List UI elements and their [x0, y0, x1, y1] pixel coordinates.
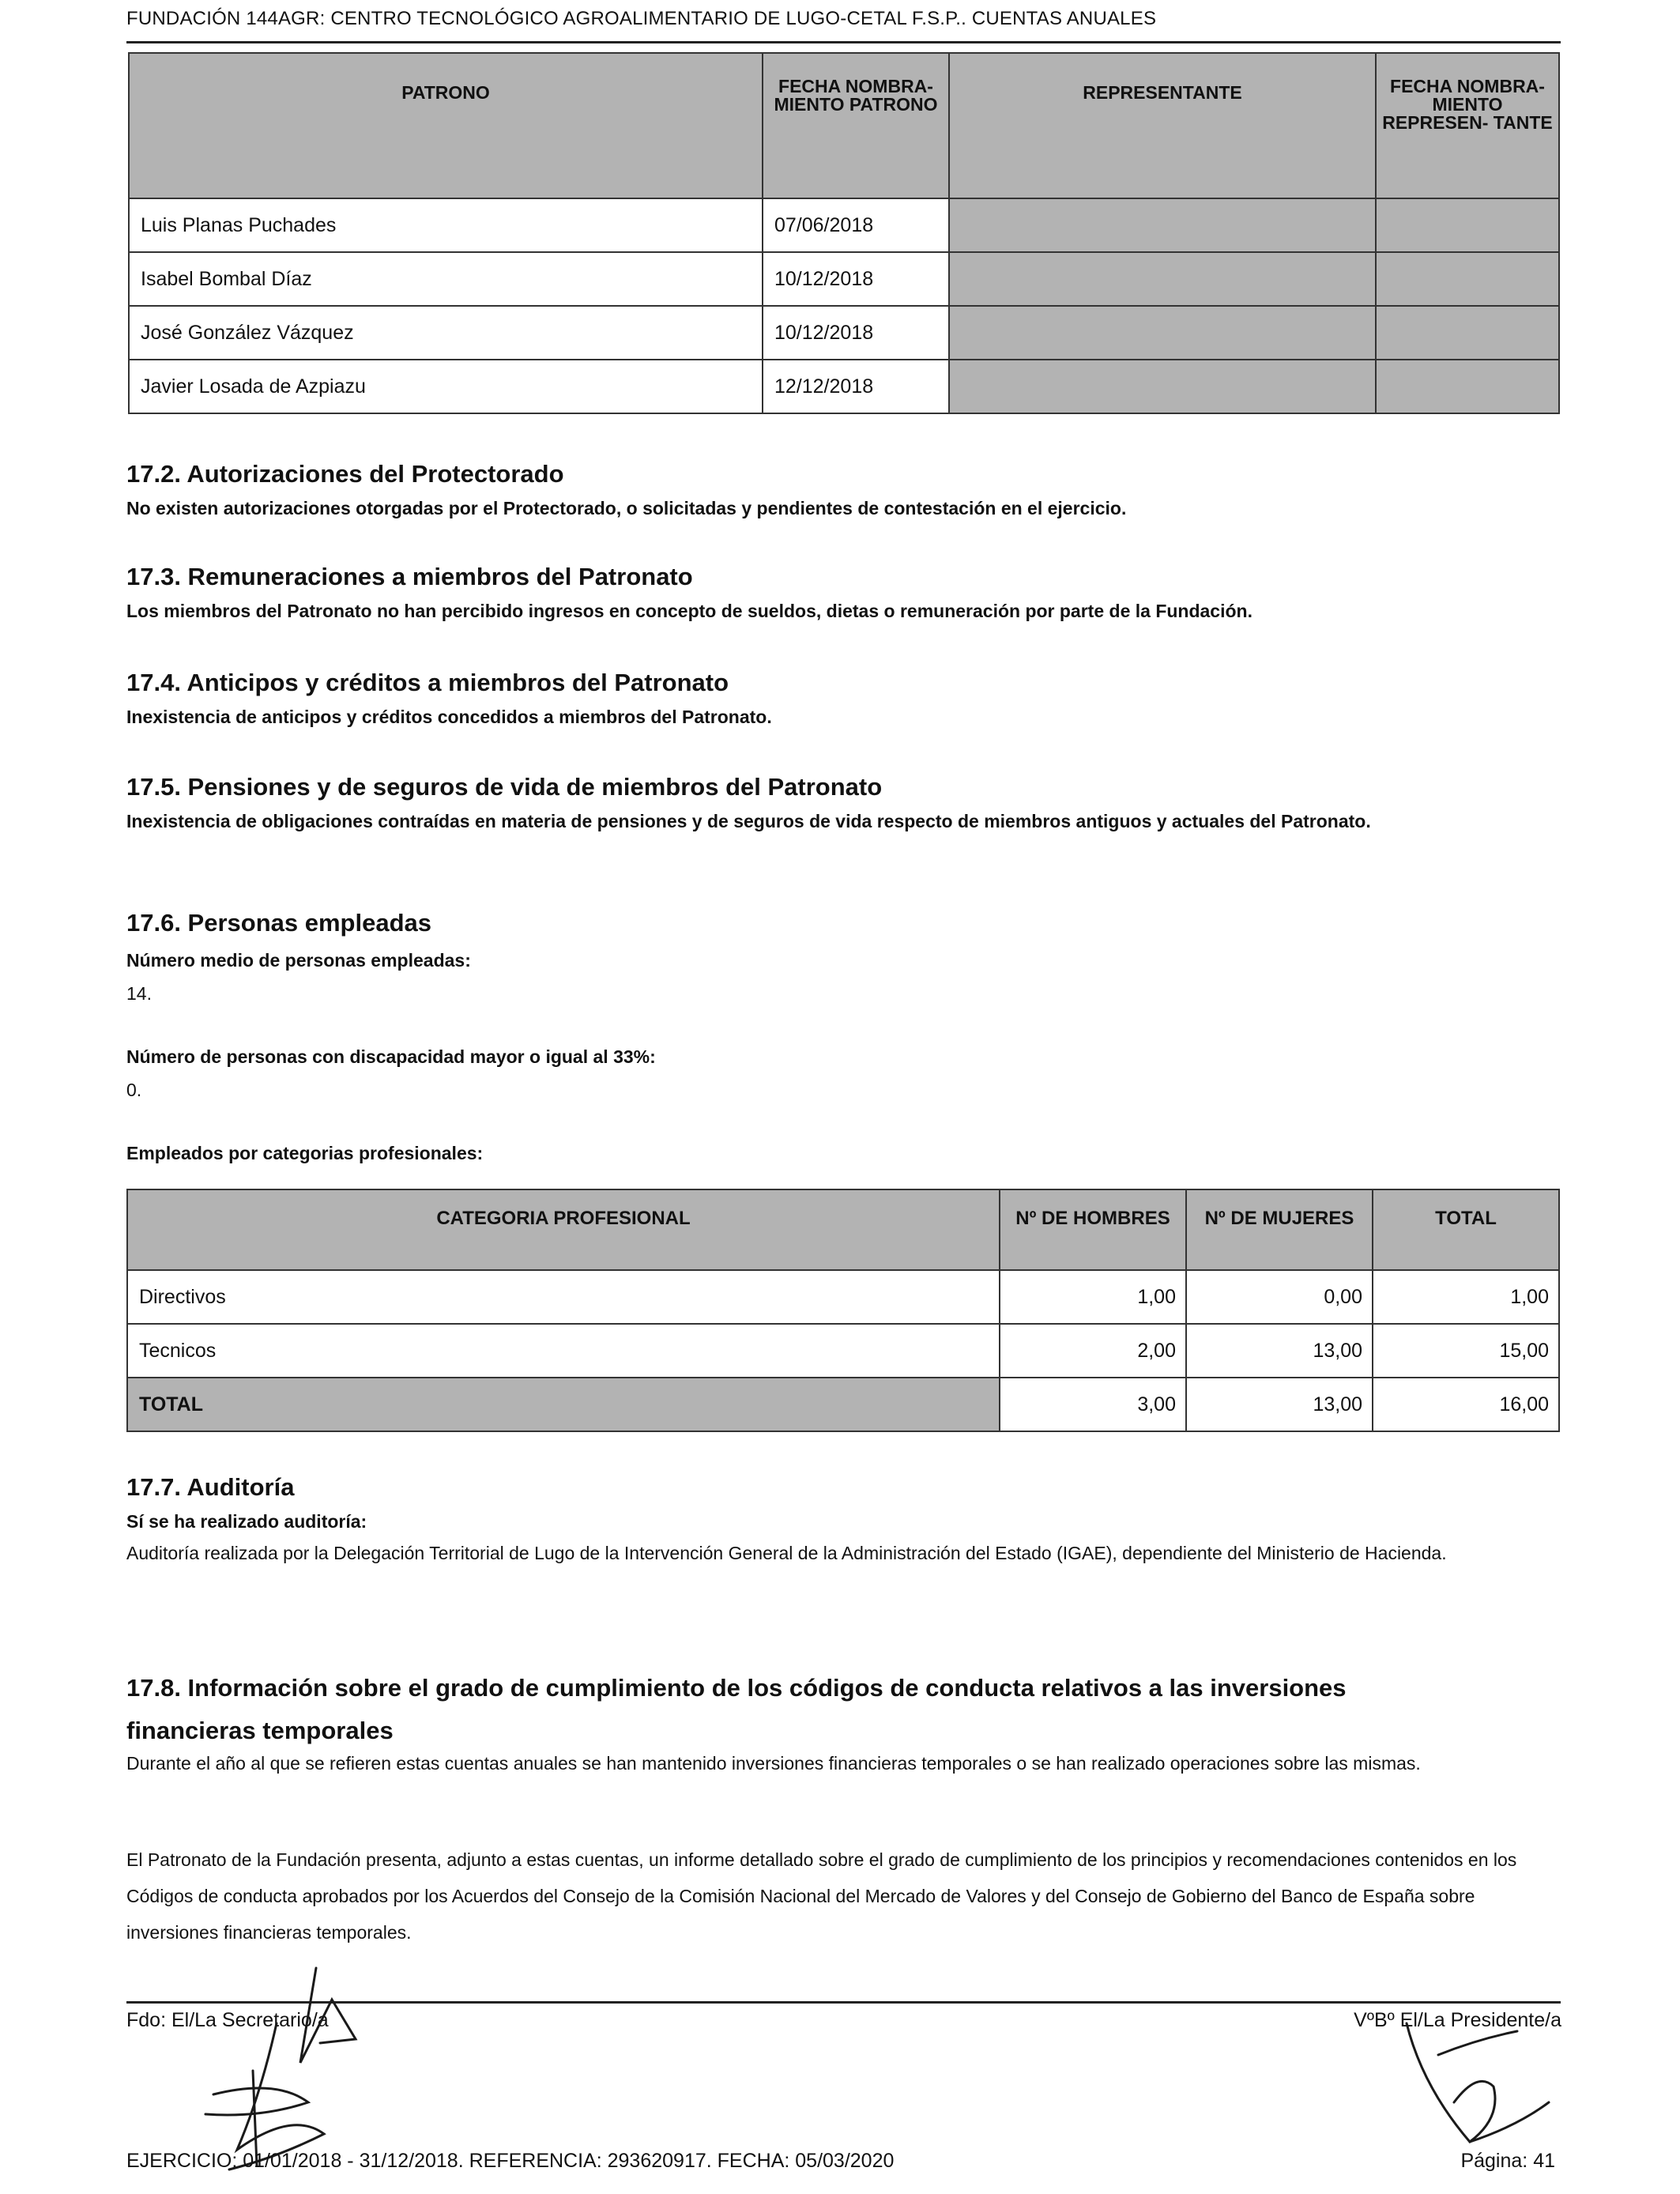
representante-cell: [949, 198, 1376, 252]
section-17-2-text: No existen autorizaciones otorgadas por el Protectorado, o solicitadas y pendientes de contestación en el ejercicio.: [126, 498, 1127, 518]
header-categoria: CATEGORIA PROFESIONAL: [127, 1189, 1000, 1270]
table-total-row: [127, 1378, 1559, 1431]
section-17-5-text: Inexistencia de obligaciones contraídas en materia de pensiones y de seguros de vida respecto de miembros antiguos y actuales del Patronato.: [126, 811, 1371, 831]
table-row: [129, 360, 1559, 413]
section-17-2-title: 17.2. Autorizaciones del Protectorado: [126, 460, 564, 488]
representante-cell: [949, 306, 1376, 360]
categories-label: Empleados por categorias profesionales:: [126, 1143, 484, 1163]
header-total: TOTAL: [1373, 1189, 1559, 1270]
category-cell: Tecnicos: [127, 1324, 1000, 1378]
section-17-8-title-line2: financieras temporales: [126, 1717, 394, 1744]
fiscal-year-reference: EJERCICIO: 01/01/2018 - 31/12/2018. REFERENCIA: 293620917. FECHA: 05/03/2020: [126, 2150, 895, 2172]
header-mujeres: Nº DE MUJERES: [1186, 1189, 1373, 1270]
women-total-cell: 13,00: [1186, 1378, 1373, 1431]
employees-table: [126, 1189, 1560, 1432]
patrono-name: José González Vázquez: [129, 306, 763, 360]
section-17-7-title: 17.7. Auditoría: [126, 1473, 295, 1501]
representante-date-cell: [1376, 360, 1559, 413]
section-17-7-text: Auditoría realizada por la Delegación Territorial de Lugo de la Intervención General de la Administración del Estado (IGAE), dependiente del Ministerio de Hacienda.: [126, 1543, 1447, 1563]
table-row: [127, 1324, 1559, 1378]
section-17-3-text: Los miembros del Patronato no han percibido ingresos en concepto de sueldos, dietas o remuneración por parte de la Fundación.: [126, 601, 1252, 621]
patrono-name: Isabel Bombal Díaz: [129, 252, 763, 306]
header-representante: REPRESENTANTE: [949, 53, 1376, 198]
president-signature: [1359, 2007, 1580, 2166]
table-row: [129, 252, 1559, 306]
patrono-date: 12/12/2018: [763, 360, 949, 413]
president-signature-label: VºBº El/La Presidente/a: [1354, 2009, 1561, 2031]
patrono-name: Javier Losada de Azpiazu: [129, 360, 763, 413]
table-row: [129, 306, 1559, 360]
table-header-row: [127, 1189, 1559, 1270]
secretary-signature-label: Fdo: El/La Secretario/a: [126, 2009, 329, 2031]
men-total-cell: 3,00: [1000, 1378, 1186, 1431]
page-header-title: FUNDACIÓN 144AGR: CENTRO TECNOLÓGICO AGROALIMENTARIO DE LUGO-CETAL F.S.P.. CUENTAS ANUALES: [126, 8, 1157, 29]
men-cell: 1,00: [1000, 1270, 1186, 1324]
grand-total-cell: 16,00: [1373, 1378, 1559, 1431]
header-hombres: Nº DE HOMBRES: [1000, 1189, 1186, 1270]
women-cell: 0,00: [1186, 1270, 1373, 1324]
section-17-5-title: 17.5. Pensiones y de seguros de vida de miembros del Patronato: [126, 773, 883, 801]
patronos-table: [128, 52, 1560, 414]
section-17-6-title: 17.6. Personas empleadas: [126, 909, 432, 937]
table-row: [127, 1270, 1559, 1324]
patrono-date: 07/06/2018: [763, 198, 949, 252]
disability-label: Número de personas con discapacidad mayor o igual al 33%:: [126, 1046, 656, 1067]
section-17-8-para2: El Patronato de la Fundación presenta, adjunto a estas cuentas, un informe detallado sobre el grado de cumplimiento de los principios y recomendaciones contenidos en los Códigos de conducta aprobados por los Acuerdos del Consejo de la Comisión Nacional del Mercado de Valores y del Consejo de Gobierno del Banco de España sobre inversiones financieras temporales.: [126, 1849, 1517, 1943]
section-17-4-title: 17.4. Anticipos y créditos a miembros del Patronato: [126, 669, 729, 696]
representante-cell: [949, 360, 1376, 413]
patrono-date: 10/12/2018: [763, 306, 949, 360]
disability-value: 0.: [126, 1080, 142, 1100]
category-cell: Directivos: [127, 1270, 1000, 1324]
section-17-4-text: Inexistencia de anticipos y créditos concedidos a miembros del Patronato.: [126, 707, 772, 727]
representante-date-cell: [1376, 252, 1559, 306]
representante-date-cell: [1376, 198, 1559, 252]
header-patrono: PATRONO: [129, 53, 763, 198]
page-number: Página: 41: [1460, 2150, 1555, 2172]
avg-employees-value: 14.: [126, 983, 152, 1004]
patrono-name: Luis Planas Puchades: [129, 198, 763, 252]
avg-employees-label: Número medio de personas empleadas:: [126, 950, 471, 971]
table-row: [129, 198, 1559, 252]
section-17-7-subtitle: Sí se ha realizado auditoría:: [126, 1511, 367, 1532]
header-rule: [126, 41, 1561, 43]
total-cell: 15,00: [1373, 1324, 1559, 1378]
section-17-8-para1: Durante el año al que se refieren estas cuentas anuales se han mantenido inversiones financieras temporales o se han realizado operaciones sobre las mismas.: [126, 1753, 1421, 1774]
patrono-date: 10/12/2018: [763, 252, 949, 306]
section-17-8-title-line1: 17.8. Información sobre el grado de cumplimiento de los códigos de conducta relativos a las inversiones: [126, 1674, 1347, 1702]
section-17-3-title: 17.3. Remuneraciones a miembros del Patronato: [126, 563, 693, 590]
total-cell: 1,00: [1373, 1270, 1559, 1324]
men-cell: 2,00: [1000, 1324, 1186, 1378]
header-fecha-representante: FECHA NOMBRA- MIENTO REPRESEN- TANTE: [1376, 53, 1559, 198]
category-total-cell: TOTAL: [127, 1378, 1000, 1431]
table-header-row: [129, 53, 1559, 198]
representante-date-cell: [1376, 306, 1559, 360]
women-cell: 13,00: [1186, 1324, 1373, 1378]
header-fecha-patrono: FECHA NOMBRA- MIENTO PATRONO: [763, 53, 949, 198]
representante-cell: [949, 252, 1376, 306]
